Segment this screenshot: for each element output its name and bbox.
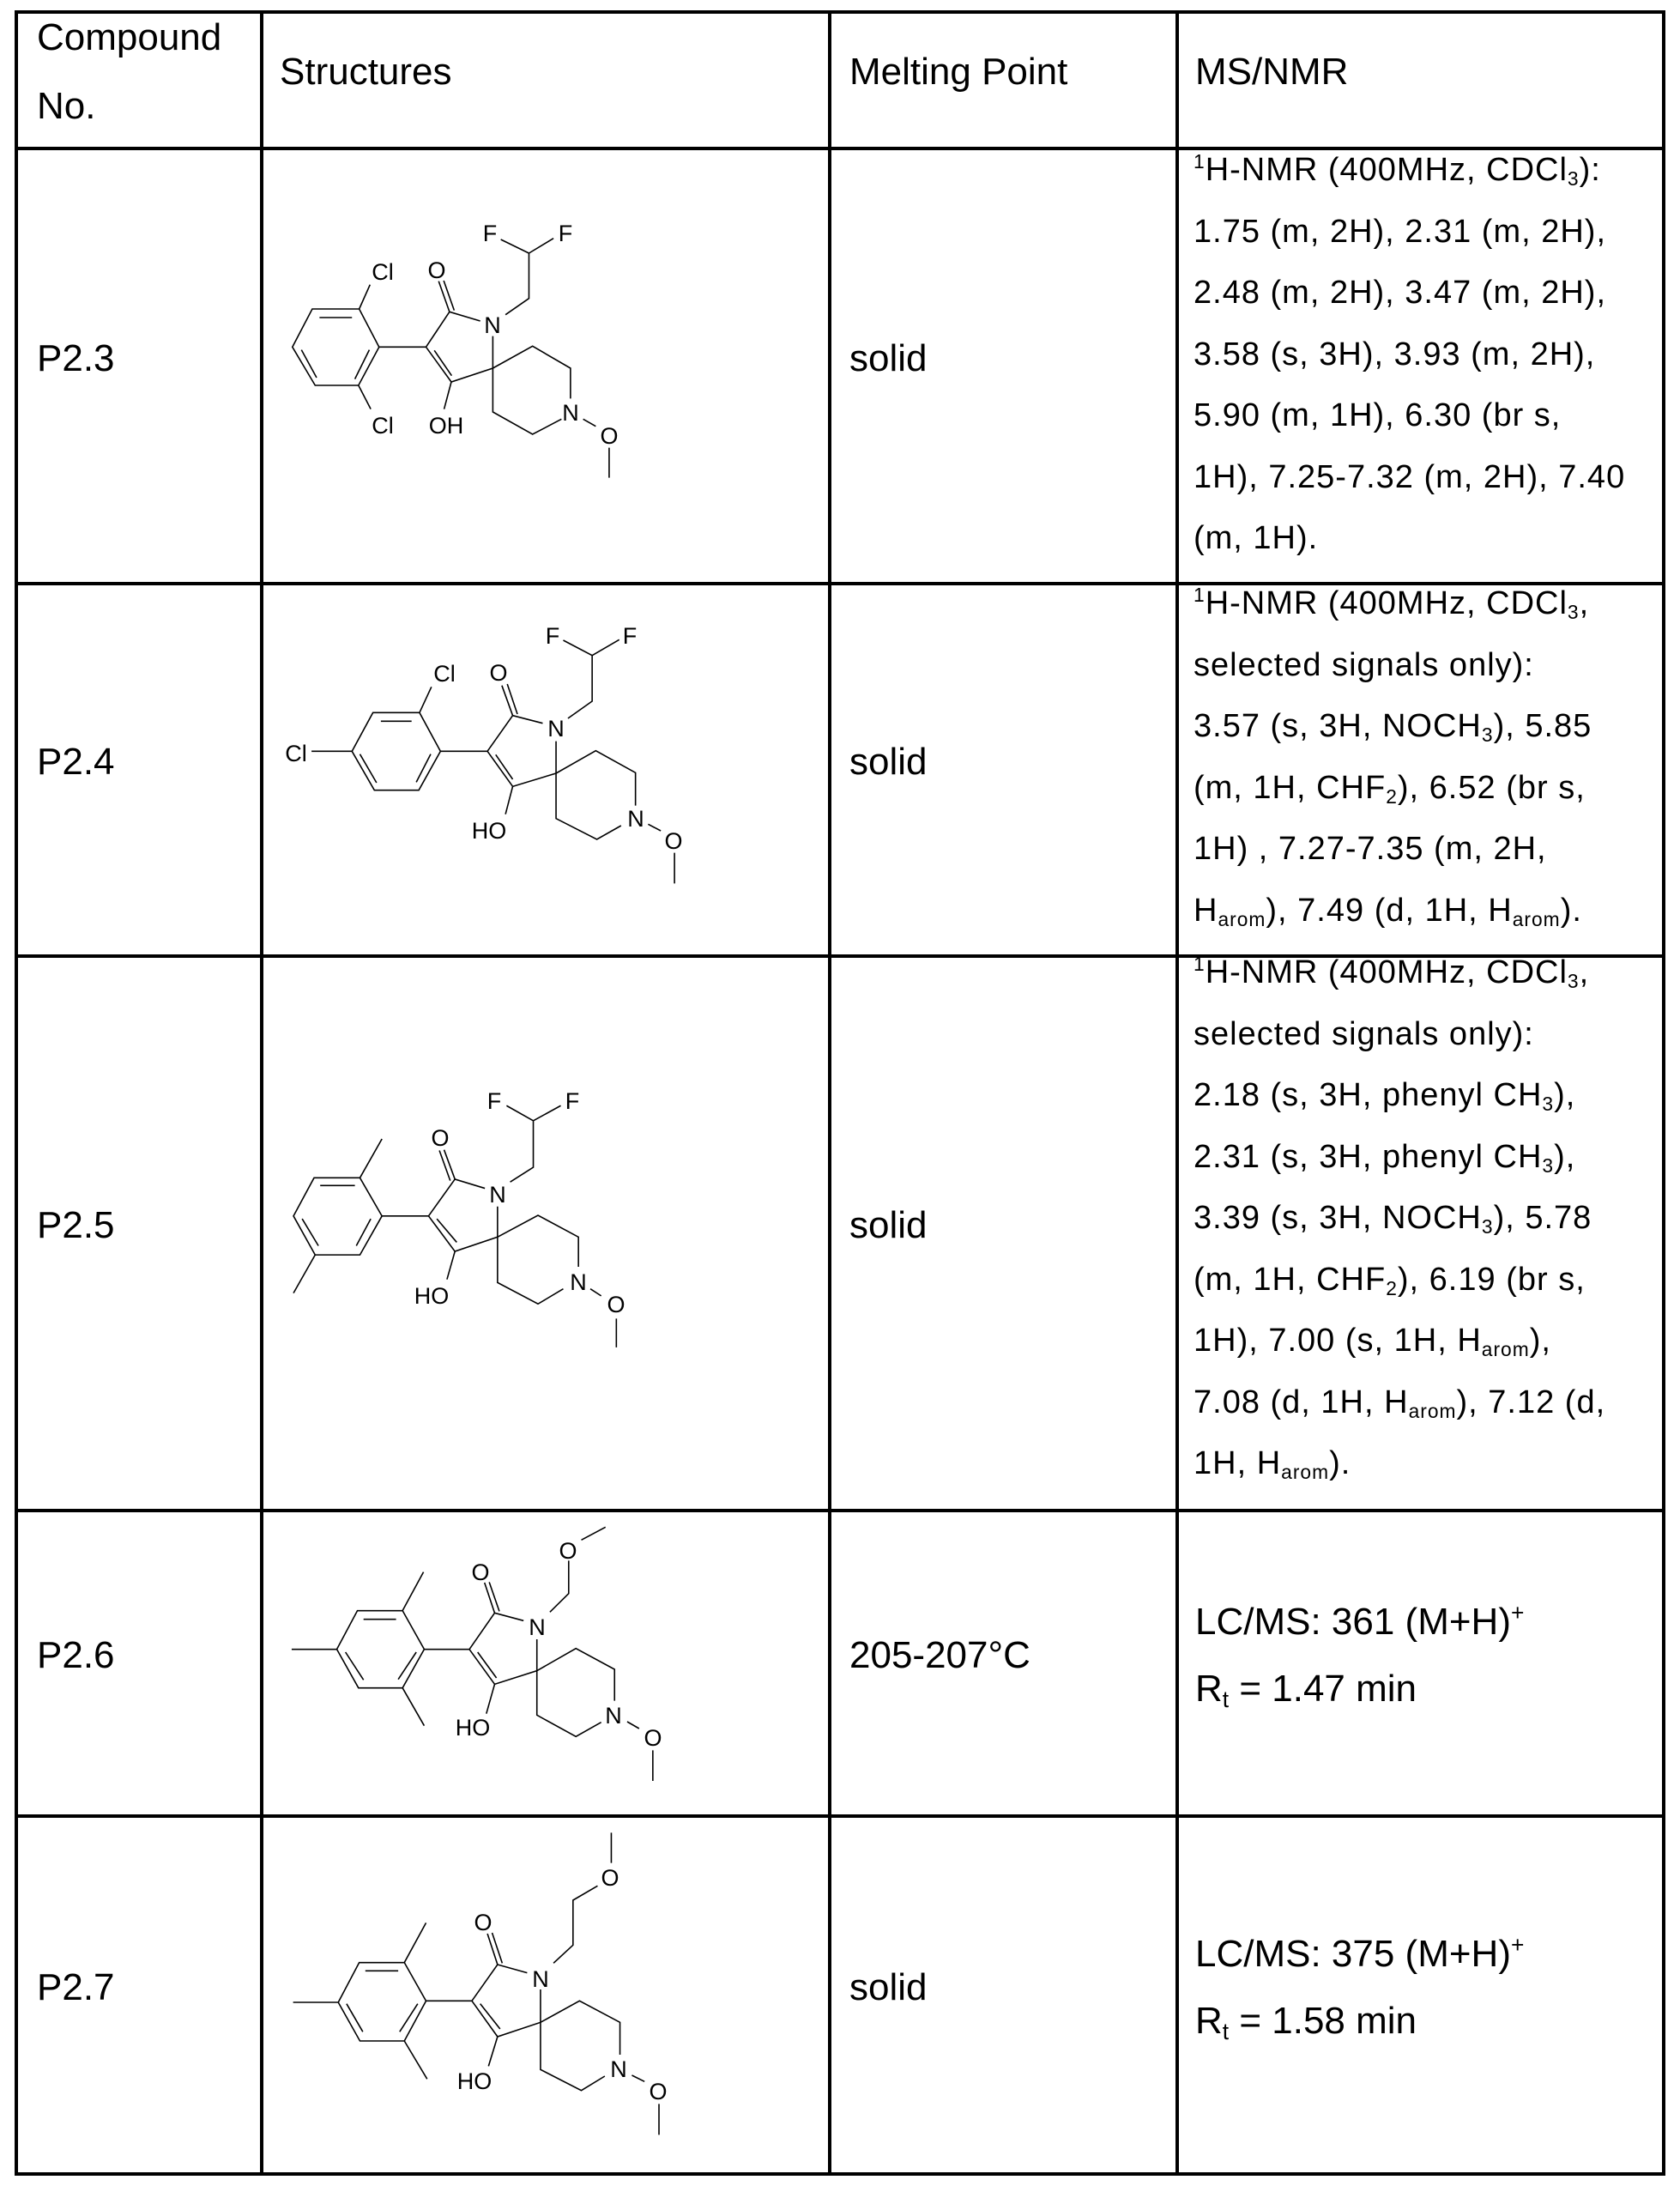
structure-p2-6 — [262, 1511, 828, 1814]
atom-label: O — [474, 1910, 493, 1935]
table-row-p2-6-ms — [1175, 1509, 1665, 1818]
nmr-data — [1194, 573, 1662, 942]
nmr-data — [1194, 140, 1662, 570]
atom-label: O — [607, 1292, 625, 1317]
text-line: 5.90 (m, 1H), 6.30 (br s, — [1194, 397, 1562, 433]
table-row-p2-4-melting-point — [828, 582, 1179, 958]
table-row-p2-7-compound — [15, 1814, 263, 2176]
atom-label: O — [559, 1538, 577, 1564]
atom-label: N — [532, 1966, 549, 1992]
melting-point-value: solid — [849, 336, 928, 379]
atom-label: N — [484, 312, 501, 338]
table-row-p2-4-compound — [15, 582, 263, 958]
atom-label: HO — [471, 818, 507, 844]
table-row-p2-4-nmr — [1175, 582, 1665, 958]
atom-label: N — [627, 806, 644, 832]
header-melting-point-label: Melting Point — [849, 50, 1068, 93]
ms-data — [1195, 1921, 1662, 2055]
text-line: (m, 1H, $CHF_2$), 6.19 (br s, — [1194, 1261, 1586, 1299]
text-line: selected signals only): — [1194, 646, 1534, 683]
text-line: 1.75 (m, 2H), 2.31 (m, 2H), — [1194, 213, 1607, 250]
ms-data — [1195, 1589, 1662, 1723]
text-line: 3.39 (s, 3H, $NOCH_3$), 5.78 — [1194, 1200, 1592, 1238]
text-line: 3.57 (s, 3H, $NOCH_3$), 5.85 — [1194, 708, 1592, 747]
text-line: 1H, $H_{arom}$). — [1194, 1445, 1351, 1484]
compound-id: P2.3 — [37, 336, 115, 379]
melting-point-value: 205-207°C — [849, 1634, 1030, 1676]
table-row-p2-3-melting-point — [828, 147, 1179, 585]
atom-label: O — [431, 1125, 450, 1151]
atom-label: O — [664, 828, 683, 854]
atom-label: F — [482, 221, 498, 246]
text-line: $R_t = 1.58$ min — [1195, 1999, 1417, 2044]
table-row-p2-3-nmr — [1175, 147, 1665, 585]
text-line: 2.18 (s, 3H, phenyl $CH_3$), — [1194, 1077, 1576, 1116]
text-line: 2.48 (m, 2H), 3.47 (m, 2H), — [1194, 275, 1607, 311]
text-line: $^1$H-NMR (400MHz, CDCl$_3$): — [1194, 150, 1601, 191]
text-line: LC/MS: 375 (M+H)+ — [1195, 1931, 1525, 1975]
header-compound-no-label: Compound No. — [37, 15, 222, 127]
structure-p2-7 — [262, 1818, 828, 2171]
compound-id: P2.6 — [37, 1634, 115, 1676]
atom-label: Cl — [372, 413, 394, 439]
atom-label: HO — [456, 2068, 493, 2094]
structure-labels — [262, 1818, 828, 2171]
text-line: 1H), 7.25-7.32 (m, 2H), 7.40 — [1194, 458, 1626, 495]
text-line: $^1$H-NMR (400MHz, CDCl$_3$, — [1194, 953, 1590, 993]
compound-id: P2.4 — [37, 741, 115, 783]
atom-label: N — [562, 400, 579, 426]
header-structures-label: Structures — [280, 50, 452, 93]
melting-point-value: solid — [849, 741, 928, 783]
text-line: $H_{arom}$), 7.49 (d, 1H, $H_{arom}$). — [1194, 892, 1582, 930]
table-row-p2-6-compound — [15, 1509, 263, 1818]
text-line: 1H), 7.00 (s, 1H, $H_{arom}$), — [1194, 1323, 1551, 1361]
atom-label: N — [489, 1182, 506, 1208]
atom-label: HO — [414, 1283, 450, 1309]
atom-label: F — [558, 221, 573, 246]
atom-label: N — [570, 1269, 587, 1295]
atom-label: O — [649, 2079, 668, 2104]
header-melting-point — [828, 10, 1179, 150]
table-row-p2-7-ms — [1175, 1814, 1665, 2176]
atom-label: F — [486, 1088, 502, 1114]
atom-label: O — [644, 1725, 662, 1751]
structure-labels — [262, 958, 828, 1507]
header-compound-no — [15, 10, 263, 150]
atom-label: O — [471, 1559, 490, 1585]
header-structures — [260, 10, 831, 150]
atom-label: OH — [428, 413, 464, 439]
atom-label: F — [565, 1088, 580, 1114]
atom-label: N — [610, 2056, 627, 2082]
compound-id: P2.7 — [37, 1965, 115, 2008]
atom-label: N — [529, 1614, 546, 1640]
atom-label: F — [545, 623, 560, 649]
atom-label: O — [489, 660, 508, 686]
header-ms-nmr — [1175, 10, 1665, 150]
atom-label: O — [600, 423, 619, 449]
text-line: 7.08 (d, 1H, $H_{arom}$), 7.12 (d, — [1194, 1384, 1606, 1422]
atom-label: N — [605, 1703, 622, 1729]
structure-labels — [262, 150, 828, 584]
table-row-p2-7-melting-point — [828, 1814, 1179, 2176]
text-line: LC/MS: 361 (M+H)+ — [1195, 1600, 1525, 1643]
table-row-p2-5-nmr — [1175, 954, 1665, 1512]
text-line: 3.58 (s, 3H), 3.93 (m, 2H), — [1194, 336, 1596, 372]
text-line: (m, 1H). — [1194, 520, 1319, 556]
table-row-p2-3-compound — [15, 147, 263, 585]
table-row-p2-5-melting-point — [828, 954, 1179, 1512]
header-ms-nmr-label: MS/NMR — [1195, 50, 1349, 93]
atom-label: N — [547, 716, 565, 742]
atom-label: O — [427, 257, 446, 283]
atom-label: F — [622, 623, 638, 649]
text-line: 2.31 (s, 3H, phenyl $CH_3$), — [1194, 1138, 1576, 1177]
atom-label: HO — [455, 1715, 491, 1741]
atom-label: O — [601, 1865, 619, 1891]
text-line: 1H) , 7.27-7.35 (m, 2H, — [1194, 831, 1547, 867]
text-line: (m, 1H, $CHF_2$), 6.52 (br s, — [1194, 769, 1586, 808]
structure-p2-3 — [262, 150, 828, 584]
compound-id: P2.5 — [37, 1204, 115, 1246]
structure-labels — [262, 1511, 828, 1814]
table-row-p2-5-compound — [15, 954, 263, 1512]
atom-label: Cl — [372, 259, 394, 285]
melting-point-value: solid — [849, 1965, 928, 2008]
nmr-data — [1194, 942, 1662, 1495]
atom-label: Cl — [433, 661, 456, 687]
text-line: $R_t = 1.47$ min — [1195, 1668, 1417, 1713]
structure-p2-4 — [262, 585, 828, 954]
text-line: $^1$H-NMR (400MHz, CDCl$_3$, — [1194, 584, 1590, 624]
melting-point-value: solid — [849, 1204, 928, 1246]
table-row-p2-6-melting-point — [828, 1509, 1179, 1818]
structure-p2-5 — [262, 958, 828, 1507]
atom-label: Cl — [285, 741, 307, 766]
structure-labels — [262, 585, 828, 954]
text-line: selected signals only): — [1194, 1015, 1534, 1052]
